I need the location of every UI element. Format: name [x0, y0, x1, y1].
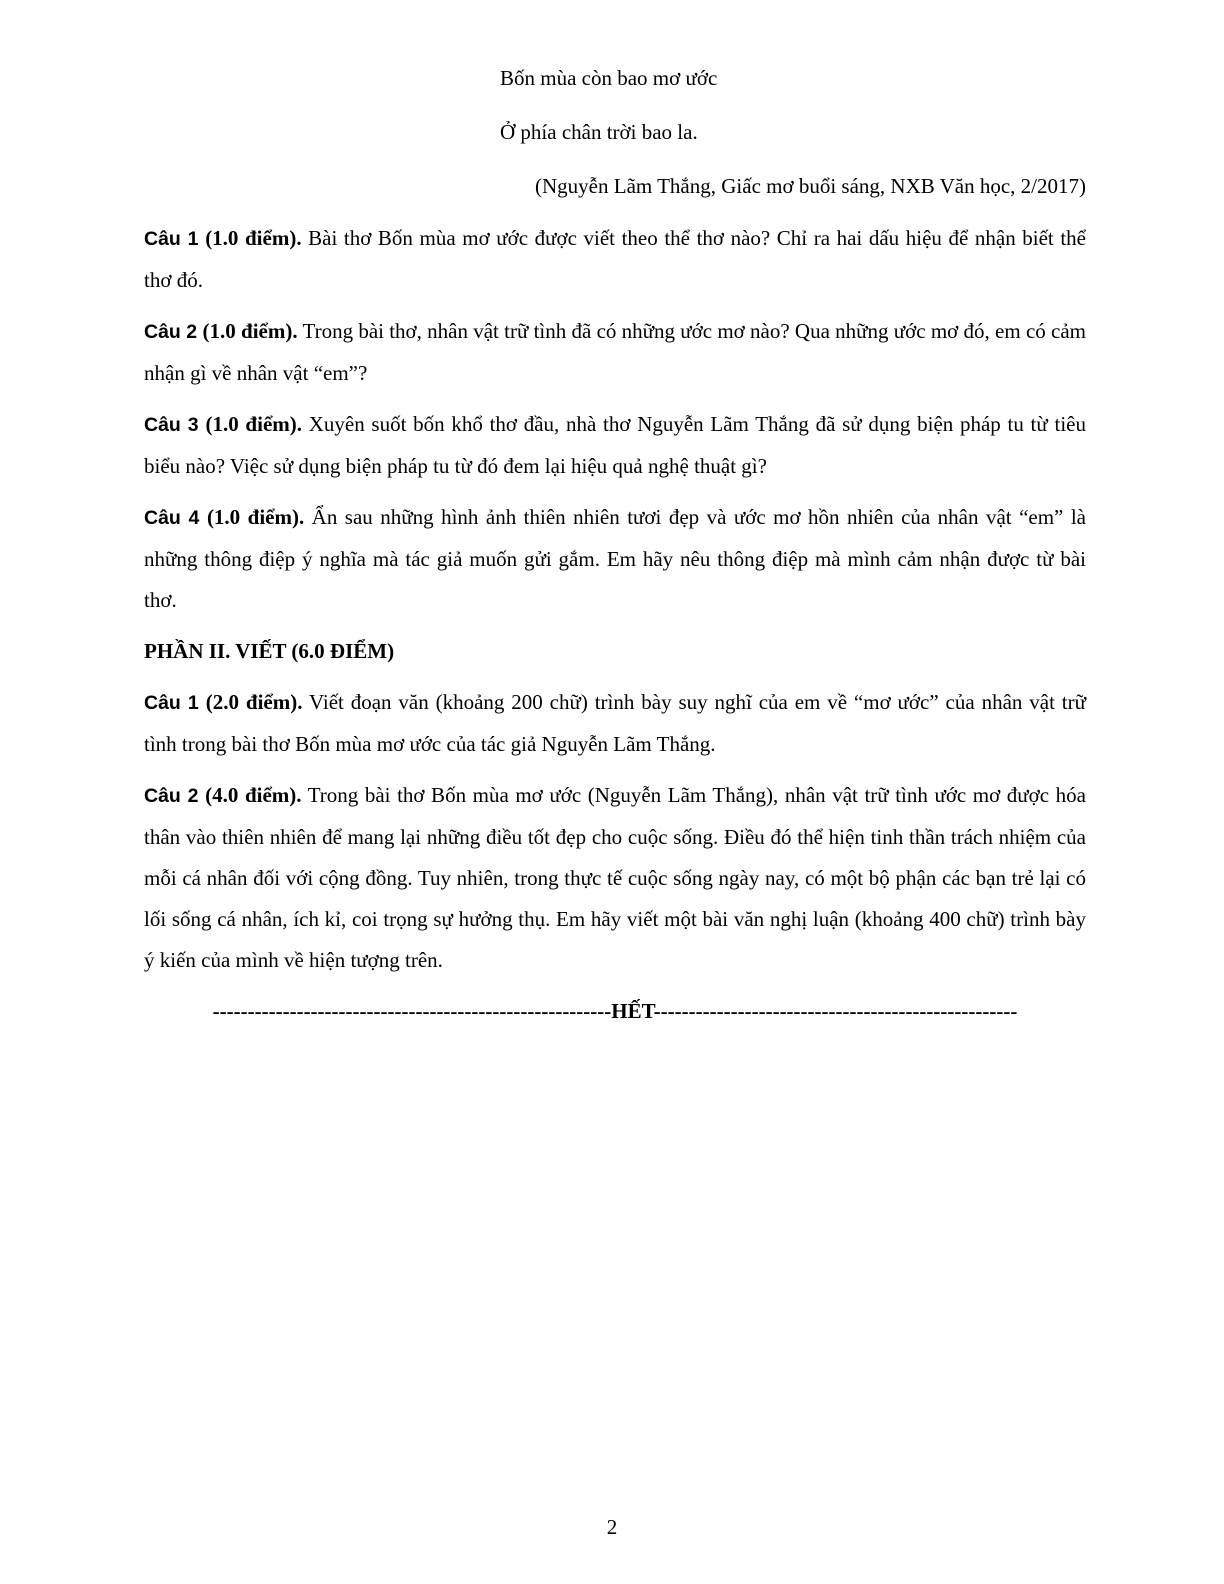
question-label: Câu 4 (1.0 điểm). [144, 505, 305, 529]
poem-line: Bốn mùa còn bao mơ ước [500, 66, 718, 90]
question-points: (1.0 điểm). [205, 226, 302, 250]
section-heading: PHẦN II. VIẾT (6.0 ĐIỂM) [144, 639, 395, 663]
question-points: (2.0 điểm). [205, 690, 303, 714]
question-points: (1.0 điểm). [205, 412, 302, 436]
question-text: Xuyên suốt bốn khổ thơ đầu, nhà thơ Nguyễn Lãm Thắng đã sử dụng biện pháp tu từ tiêu biểu nào? Việc sử dụng biện pháp tu từ đó đem lại hiệu quả nghệ thuật gì? [144, 412, 1086, 478]
question-points: (1.0 điểm). [206, 505, 305, 529]
question-points: (4.0 điểm). [205, 783, 302, 807]
question-points: (1.0 điểm). [202, 319, 298, 343]
question-text: Bài thơ Bốn mùa mơ ước được viết theo thể thơ nào? Chỉ ra hai dấu hiệu để nhận biết thể thơ đó. [144, 226, 1086, 292]
question-text: Viết đoạn văn (khoảng 200 chữ) trình bày suy nghĩ của em về “mơ ước” của nhân vật trữ tình trong bài thơ Bốn mùa mơ ước của tác giả Nguyễn Lãm Thắng. [144, 690, 1086, 756]
question-label: Câu 2 (1.0 điểm). [144, 319, 298, 343]
writing-question-2 [144, 775, 1086, 981]
question-label: Câu 3 (1.0 điểm). [144, 412, 302, 436]
poem-source-citation: (Nguyễn Lãm Thắng, Giấc mơ buổi sáng, NXB Văn học, 2/2017) [535, 174, 1086, 198]
reading-question-2 [144, 311, 1086, 394]
reading-question-3 [144, 404, 1086, 487]
question-text: Trong bài thơ Bốn mùa mơ ước (Nguyễn Lãm Thắng), nhân vật trữ tình ước mơ được hóa thân vào thiên nhiên để mang lại những điều tốt đẹp cho cuộc sống. Điều đó thể hiện tinh thần trách nhiệm của mỗi cá nhân đối với cộng đồng. Tuy nhiên, trong thực tế cuộc sống ngày nay, có một bộ phận các bạn trẻ lại có lối sống cá nhân, ích kỉ, coi trọng sự hưởng thụ. Em hãy viết một bài văn nghị luận (khoảng 400 chữ) trình bày ý kiến của mình về hiện tượng trên. [144, 783, 1086, 972]
page-number: 2 [606, 1515, 618, 1539]
question-label: Câu 2 (4.0 điểm). [144, 783, 302, 807]
writing-question-1 [144, 682, 1086, 765]
reading-question-1 [144, 218, 1086, 301]
question-label: Câu 1 (2.0 điểm). [144, 690, 303, 714]
document-body [144, 58, 1086, 1031]
question-text: Ẩn sau những hình ảnh thiên nhiên tươi đẹp và ước mơ hồn nhiên của nhân vật “em” là những thông điệp ý nghĩa mà tác giả muốn gửi gắm. Em hãy nêu thông điệp mà mình cảm nhận được từ bài thơ. [144, 505, 1086, 612]
end-marker: ---------------------------------------------------------HẾT---------------------------------------------------- [212, 999, 1018, 1023]
question-text: Trong bài thơ, nhân vật trữ tình đã có những ước mơ nào? Qua những ước mơ đó, em có cảm nhận gì về nhân vật “em”? [144, 319, 1086, 385]
reading-question-4 [144, 497, 1086, 621]
question-label: Câu 1 (1.0 điểm). [144, 226, 302, 250]
poem-line: Ở phía chân trời bao la. [500, 120, 698, 144]
